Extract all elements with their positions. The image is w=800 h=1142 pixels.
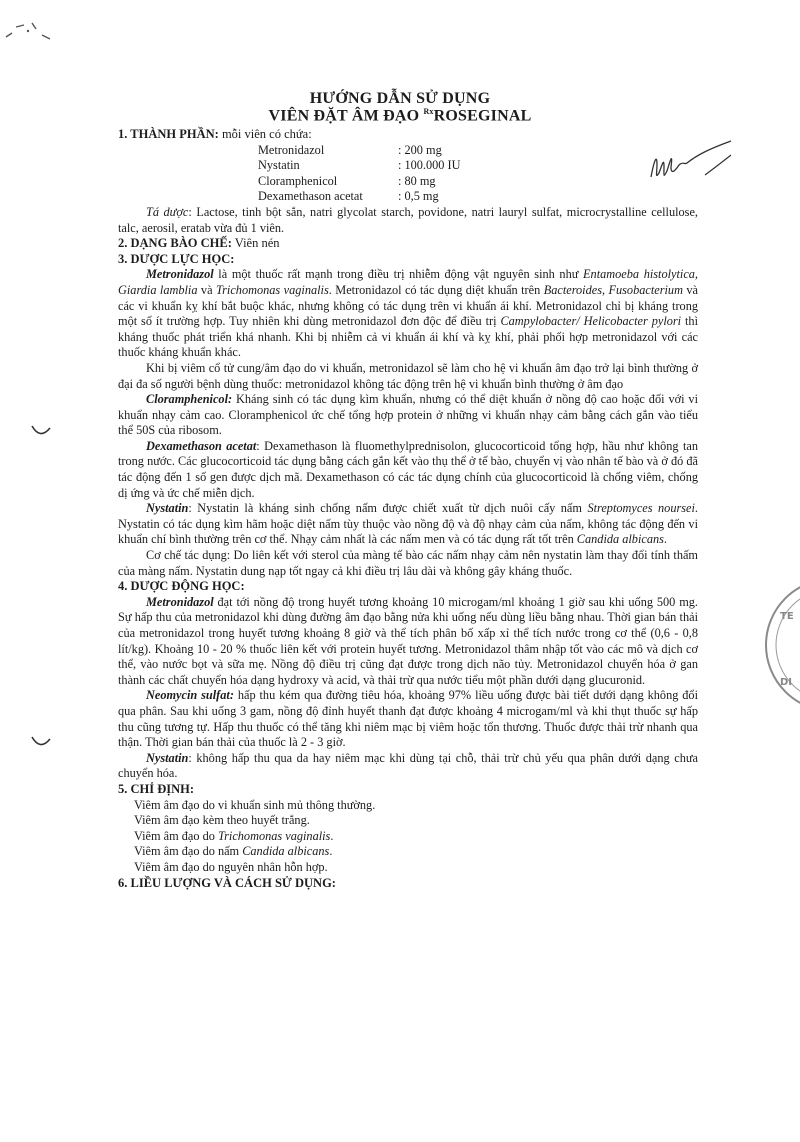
text-run: là một thuốc rất mạnh trong điều trị nhiễm động vật nguyên sinh như (213, 267, 584, 282)
text-run: Viêm âm đạo do vi khuẩn sinh mủ thông thường. (134, 797, 376, 812)
text-run: . (663, 532, 667, 547)
text-run: Entamoeba histolytica, Giardia lamblia (118, 267, 699, 297)
punch-hole-mark-lower (30, 735, 52, 751)
list-item (118, 813, 698, 829)
section-pharmacodynamics-heading: 3. DƯỢC LỰC HỌC: (118, 251, 235, 266)
text-run: hấp thu kém qua đường tiêu hóa, khoảng 97% liều uống được bài tiết dưới dạng không đổi qua phân. Sau khi uống 3 gam, nồng độ đỉnh huyết thanh đạt được khoảng 4 microgam/ml và khi thụt thuốc sự hấp thu cũng tương tự. Hấp thu thuốc có thể tăng khi niêm mạc bị viêm hoặc tổn thương. Thuốc được thải trừ nhanh qua thận. Thời gian bán thải của thuốc là 2 - 3 giờ. (118, 688, 699, 750)
text-run: Kháng sinh có tác dụng kìm khuẩn, nhưng có thể diệt khuẩn ở nồng độ cao hoặc đối với vi khuẩn nhạy cảm cao. Cloramphenicol ức chế tổng hợp protein ở những vi khuẩn nhạy cảm bằng cách gắn vào tiểu thể 50S của ribosom. (118, 392, 698, 438)
text-run: . Metronidazol có tác dụng diệt khuẩn trên (328, 282, 544, 297)
product-title (0, 107, 800, 125)
text-run: Streptomyces noursei (587, 501, 695, 516)
product-title-prefix: VIÊN ĐẶT ÂM ĐẠO (268, 107, 424, 125)
text-run: . (330, 828, 334, 843)
text-run: Candida albicans (576, 532, 664, 547)
text-run: và các vi khuẩn kỵ khí bắt buộc khác, nhưng không có tác dụng trên vi khuẩn ái khí. Metronidazol chỉ bị kháng trong một số ít trường hợp. Tuy nhiên khi dùng metronidazol đơn độc để điều trị (118, 282, 698, 329)
pharmacodynamics-vaginitis: Khi bị viêm cổ tử cung/âm đạo do vi khuẩn, metronidazol sẽ làm cho hệ vi khuẩn âm đạo trở lại bình thường ở đại đa số người bệnh dùng thuốc: metronidazol không tác động trên hệ vi khuẩn bình thường ở âm đạo (118, 360, 698, 391)
text-run: : Nystatin là kháng sinh chống nấm được chiết xuất từ dịch nuôi cấy nấm (188, 501, 588, 516)
table-row: Nystatin : 100.000 IU (258, 158, 461, 173)
pharmacokinetics-nystatin (118, 751, 698, 782)
page-title: HƯỚNG DẪN SỬ DỤNG (309, 90, 491, 107)
stamp-seal (760, 575, 800, 715)
list-item (118, 829, 698, 845)
text-run: Cloramphenicol: (146, 392, 233, 407)
pharmacodynamics-nystatin (118, 501, 698, 548)
section-indications-heading: 5. CHỈ ĐỊNH: (118, 781, 195, 796)
text-run: đạt tới nồng độ trong huyết tương khoảng 10 microgam/ml khoảng 1 giờ sau khi uống 500 mg. Sự hấp thu của metronidazol khi dùng đường âm đạo bằng nửa khi uống nếu dùng liều bằng nhau. Thời gian bán thải của metronidazol trong huyết tương khoảng 8 giờ và thể tích phân bố xấp xỉ thể tích nước trong cơ thể (0,6 - 0,8 lít/kg). Khoảng 10 - 20 % thuốc liên kết với protein huyết tương. Metronidazol thâm nhập tốt vào các mô và dịch cơ thể, vào nước bọt và sữa mẹ. Nồng độ điều trị cũng đạt được trong dịch não tủy. Metronidazol chuyển hóa ở gan thành các chất chuyển hóa dạng hydroxy và acid, và thải trừ qua nước tiểu một phần dưới dạng glucuronid. (118, 594, 698, 687)
text-run: Viêm âm đạo do (134, 828, 218, 843)
section-pharmacokinetics-heading: 4. DƯỢC ĐỘNG HỌC: (118, 579, 245, 594)
svg-text:TE: TE (780, 611, 794, 622)
list-item (118, 798, 698, 814)
pharmacokinetics-metronidazol (118, 595, 698, 689)
ingredients-table (258, 143, 461, 205)
pharmacodynamics-mechanism: Cơ chế tác dụng: Do liên kết với sterol của màng tế bào các nấm nhạy cảm nên nystatin làm thay đổi tính thấm của màng nấm. Nystatin dung nạp tốt ngay cả khi điều trị lâu dài và không gây kháng thuốc. (118, 548, 698, 578)
list-item (118, 860, 698, 876)
table-row: Dexamethason acetat : 0,5 mg (258, 189, 439, 204)
text-run: . Nystatin có tác dụng kìm hãm hoặc diệt nấm tùy thuộc vào nồng độ và độ nhạy cảm của nấm, không tác động đến vi khuẩn chí bình thường trên cơ thể. Nhạy cảm nhất là các nấm men và có tác dụng rất tốt trên (118, 501, 698, 547)
text-run: . (329, 844, 333, 859)
section-composition-heading: 1. THÀNH PHẦN: mỗi viên có chứa: (118, 127, 312, 141)
pharmacodynamics-dexamethason (118, 439, 698, 501)
text-run: Viêm âm đạo do nấm (134, 844, 243, 859)
excipients-paragraph: Tá dược: Lactose, tinh bột sắn, natri glycolat starch, povidone, natri lauryl sulfat, microcrystalline cellulose, talc, aerosil, eratab vừa đủ 1 viên. (118, 204, 698, 235)
text-run: : Dexamethason là fluomethylprednisolon, glucocorticoid tổng hợp, hầu như không tan trong nước. Các glucocorticoid tác dụng bằng cách gắn kết vào thụ thể ở tế bào, chuyển vị vào nhân tế bào và ở đó đã tác động đến 1 số gen được dịch mã. Dexamethason có các tác dụng chính của glucocorticoid là chống viêm, chống dị ứng và ức chế miễn dịch. (118, 438, 698, 500)
text-run: Viêm âm đạo kèm theo huyết trắng. (134, 813, 310, 828)
text-run: Campylobacter/ Helicobacter pylori (500, 314, 682, 329)
svg-text:DI: DI (780, 677, 793, 688)
section-dosage-form-heading: 2. DẠNG BÀO CHẾ: Viên nén (118, 236, 280, 251)
text-run: : không hấp thu qua da hay niêm mạc khi dùng tại chỗ, thải trừ chủ yếu qua phân dưới dạng chưa chuyển hóa. (118, 750, 698, 781)
text-run: Nystatin (146, 501, 189, 516)
product-name: ROSEGINAL (433, 107, 532, 125)
text-run: Bacteroides, Fusobacterium (543, 282, 683, 297)
section-dosage-heading: 6. LIỀU LƯỢNG VÀ CÁCH SỬ DỤNG: (118, 875, 336, 890)
text-run: Candida albicans (242, 844, 330, 859)
pharmacodynamics-cloramphenicol (118, 392, 698, 439)
pharmacodynamics-metronidazol (118, 267, 698, 361)
pharmacokinetics-neomycin (118, 688, 698, 750)
text-run: Metronidazol (146, 267, 214, 282)
document-body (118, 127, 698, 891)
scan-mark-top-left (2, 15, 57, 45)
text-run: Trichomonas vaginalis (215, 282, 329, 297)
text-run: Metronidazol (146, 594, 214, 609)
text-run: thì kháng thuốc phát triển khá nhanh. Khi bị nhiễm cả vi khuẩn ái khí và kỵ khí, phải phối hợp metronidazol với các thuốc kháng khuẩn khác. (118, 314, 698, 360)
punch-hole-mark-upper (30, 424, 52, 440)
text-run: Trichomonas vaginalis (217, 828, 331, 843)
text-run: Neomycin sulfat: (146, 688, 234, 703)
text-run: và (197, 282, 216, 297)
list-item (118, 844, 698, 860)
rx-superscript: Rx (423, 107, 434, 116)
table-row: Metronidazol : 200 mg (258, 142, 442, 157)
text-run: Dexamethason acetat (146, 438, 257, 453)
text-run: Nystatin (146, 750, 189, 765)
text-run: Viêm âm đạo do nguyên nhân hỗn hợp. (134, 859, 328, 874)
table-row: Cloramphenicol : 80 mg (258, 173, 436, 188)
